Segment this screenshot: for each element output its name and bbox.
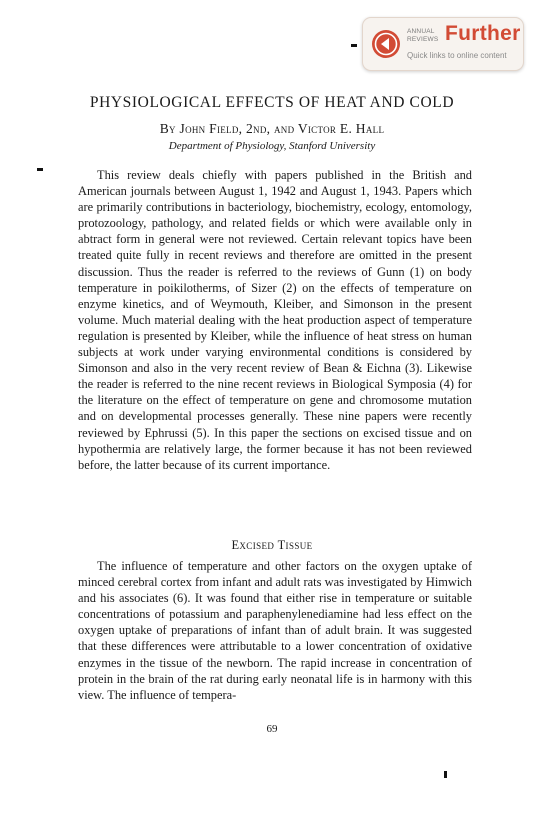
author-affiliation: Department of Physiology, Stanford University <box>168 140 376 152</box>
section-heading: Excised Tissue <box>231 538 313 552</box>
scan-mark <box>351 44 357 47</box>
badge-brand-line1: ANNUAL <box>407 28 435 35</box>
badge-title: Further <box>445 22 521 45</box>
badge-brand <box>407 28 438 43</box>
scan-mark <box>37 168 43 171</box>
article-title: PHYSIOLOGICAL EFFECTS OF HEAT AND COLD <box>89 94 455 111</box>
body-paragraph-1: This review deals chiefly with papers published in the British and American journals between August 1, 1942 and August 1, 1943. Papers which are primarily contributions in bacteriology, biochemistry, ecology, entomology, protozoology, pathology, and related fields or which were available only in abtract form in general were not reviewed. Certain relevant topics have been treated quite fully in recent reviews and therefore are omitted in the present discussion. Thus the reader is referred to the reviews of Gunn (1) on body temperature in poikilotherms, of Sizer (2) on the effects of temperature on enzyme kinetics, and of Weymouth, Kleiber, and Simonson in the present volume. Much material dealing with the heat production aspect of temperature regulation is presented by Kleiber, while the influence of heat stress on human subjects at work under varying environmental conditions is considered by Simonson and also in the very recent review of Bean & Eichna (3). Likewise the reader is referred to the nine recent reviews in Biological Symposia (4) for the literature on the effect of temperature on gene and chromosome mutation and on developmental processes generally. These nine papers were recently reviewed by Ephrussi (5). In this paper the sections on excised tissue and on hypothermia are relatively large, the former because it has not been reviewed before, the latter because of its current importance. <box>78 168 472 472</box>
badge-brand-line2: REVIEWS <box>407 35 439 43</box>
back-arrow-icon <box>371 29 401 59</box>
scan-mark <box>444 771 447 778</box>
body-paragraph-2: The influence of temperature and other factors on the oxygen uptake of minced cerebral cortex from infant and adult rats was investigated by Himwich and his associates (6). It was found that either rise in temperature or suitable concentrations of potassium and paraphenylenediamine had less effect on the oxygen uptake of preparations of infant than of adult brain. It was suggested that these differences were attributable to a lower concentration of oxidative enzymes in the tissue of the newborn. The rapid increase in concentration of protein in the brain of the rat during early neonatal life is in harmony with this view. The influence of tempera- <box>78 559 472 702</box>
article-authors: By John Field, 2nd, and Victor E. Hall <box>159 121 385 136</box>
page-number: 69 <box>266 723 278 735</box>
badge-subtitle: Quick links to online content <box>407 51 507 60</box>
further-links-badge[interactable] <box>362 17 524 71</box>
